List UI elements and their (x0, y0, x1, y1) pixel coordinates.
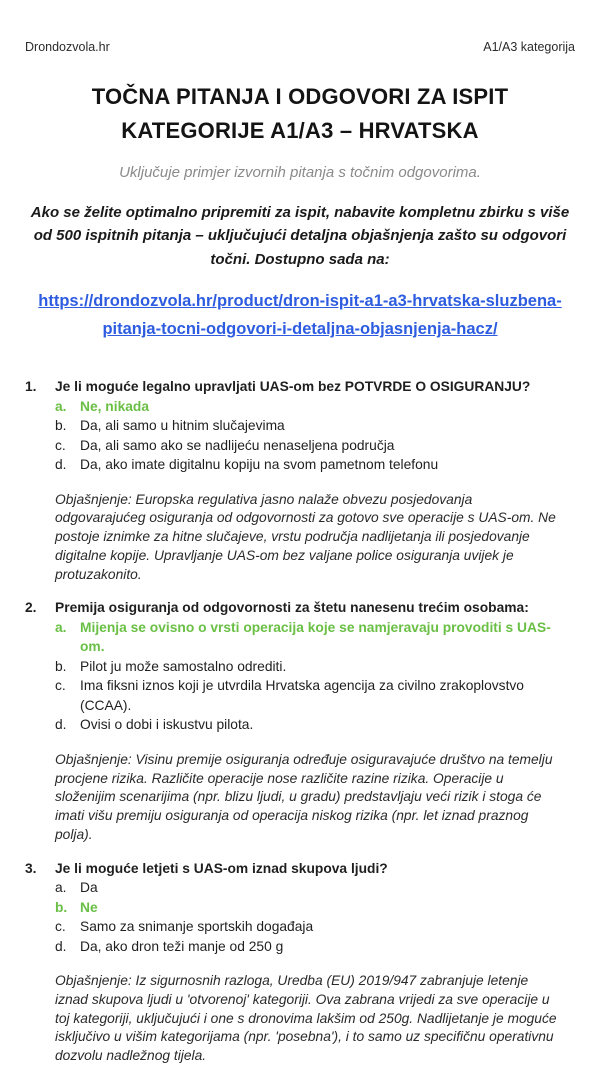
option-letter: a. (55, 398, 67, 414)
question-number: 2. (25, 600, 37, 616)
category-label: A1/A3 kategorija (483, 40, 575, 54)
product-link-container (28, 287, 573, 343)
question-options (25, 618, 575, 735)
question-options (25, 397, 575, 475)
answer-option (55, 676, 575, 715)
option-text: Pilot ju može samostalno odrediti. (80, 658, 287, 674)
promo-text: Ako se želite optimalno pripremiti za ispit, nabavite kompletnu zbirku s više od 500 ispitnih pitanja – uključujući detaljna objašnjenja zašto su odgovori točni. Dostupno sada na: (30, 204, 570, 268)
option-letter: b. (55, 418, 67, 434)
page-header (25, 40, 575, 54)
page-title: TOČNA PITANJA I ODGOVORI ZA ISPIT KATEGORIJE A1/A3 – HRVATSKA (91, 84, 509, 144)
answer-option (55, 455, 575, 475)
question-block (25, 598, 575, 844)
question-number: 3. (25, 860, 37, 876)
question-explanation: Objašnjenje: Iz sigurnosnih razloga, Uredba (EU) 2019/947 zabranjuje letenje iznad skupova ljudi u 'otvorenoj' kategoriji. Ova zabrana vrijedi za sve operacije u toj kategoriji, uključujući i one s dronovima lakšim od 250g. Nadlijetanje je moguće isključivo u višim kategorijama (npr. 'posebna'), i to samo uz specifičnu operativnu dozvolu nadležnog tijela. (55, 973, 557, 1064)
answer-option (55, 416, 575, 436)
question-block (25, 377, 575, 584)
option-letter: b. (55, 658, 67, 674)
option-text: Da, ali samo ako se nadlijeću nenaseljena područja (80, 437, 395, 453)
answer-option (55, 878, 575, 898)
option-text: Ne, nikada (80, 398, 150, 414)
option-letter: d. (55, 717, 67, 733)
option-letter: d. (55, 457, 67, 473)
option-letter: b. (55, 899, 68, 915)
option-letter: c. (55, 678, 66, 694)
product-link[interactable]: https://drondozvola.hr/product/dron-ispit-a1-a3-hrvatska-sluzbena-pitanja-tocni-odgovori-i-detaljna-objasnjenja-hacz/ (38, 291, 562, 338)
answer-option (55, 917, 575, 937)
question-options (25, 878, 575, 956)
answer-option (55, 715, 575, 735)
answer-option (55, 657, 575, 677)
option-text: Ne (80, 899, 98, 915)
answer-option (55, 436, 575, 456)
question-block (25, 859, 575, 1066)
option-text: Ima fiksni iznos koji je utvrdila Hrvatska agencija za civilno zrakoplovstvo (CCAA). (80, 678, 524, 713)
site-name: Drondozvola.hr (25, 40, 110, 54)
question-explanation: Objašnjenje: Visinu premije osiguranja određuje osiguravajuće društvo na temelju procjene rizika. Različite operacije nose različite razine rizika. Operacije u složenijim scenarijima (npr. blizu ljudi, u gradu) predstavljaju veći rizik i stoga će imati višu premiju osiguranja od operacija niskog rizika (npr. let iznad praznog polja). (55, 751, 553, 842)
option-text: Da, ali samo u hitnim slučajevima (80, 418, 285, 434)
page-subtitle: Uključuje primjer izvornih pitanja s točnim odgovorima. (119, 164, 481, 182)
option-text: Da, ako imate digitalnu kopiju na svom pametnom telefonu (80, 457, 439, 473)
question-text: Je li moguće letjeti s UAS-om iznad skupova ljudi? (55, 860, 388, 876)
option-text: Da, ako dron teži manje od 250 g (80, 938, 284, 954)
question-number: 1. (25, 379, 37, 395)
option-letter: c. (55, 919, 66, 935)
option-letter: a. (55, 880, 67, 896)
option-text: Mijenja se ovisno o vrsti operacija koje se namjeravaju provoditi s UAS-om. (80, 619, 551, 655)
question-text: Je li moguće legalno upravljati UAS-om bez POTVRDE O OSIGURANJU? (55, 379, 531, 395)
answer-option (55, 937, 575, 957)
option-text: Da (80, 880, 98, 896)
answer-option-correct (55, 618, 575, 657)
option-text: Ovisi o dobi i iskustvu pilota. (80, 717, 254, 733)
option-letter: a. (55, 619, 67, 635)
option-letter: c. (55, 437, 66, 453)
option-text: Samo za snimanje sportskih događaja (80, 919, 314, 935)
question-explanation: Objašnjenje: Europska regulativa jasno nalaže obvezu posjedovanja odgovarajućeg osiguranja od odgovornosti za gotovo sve operacije s UAS-om. Ne postoje iznimke za hitne slučajeve, vrstu područja nadlijetanja ili posjedovanje digitalne kopije. Upravljanje UAS-om bez valjane police osiguranja uvijek je protuzakonito. (55, 491, 556, 582)
option-letter: d. (55, 938, 67, 954)
questions-list (25, 377, 575, 1066)
answer-option-correct (55, 397, 575, 417)
answer-option-correct (55, 898, 575, 918)
question-text: Premija osiguranja od odgovornosti za štetu nanesenu trećim osobama: (55, 600, 529, 616)
